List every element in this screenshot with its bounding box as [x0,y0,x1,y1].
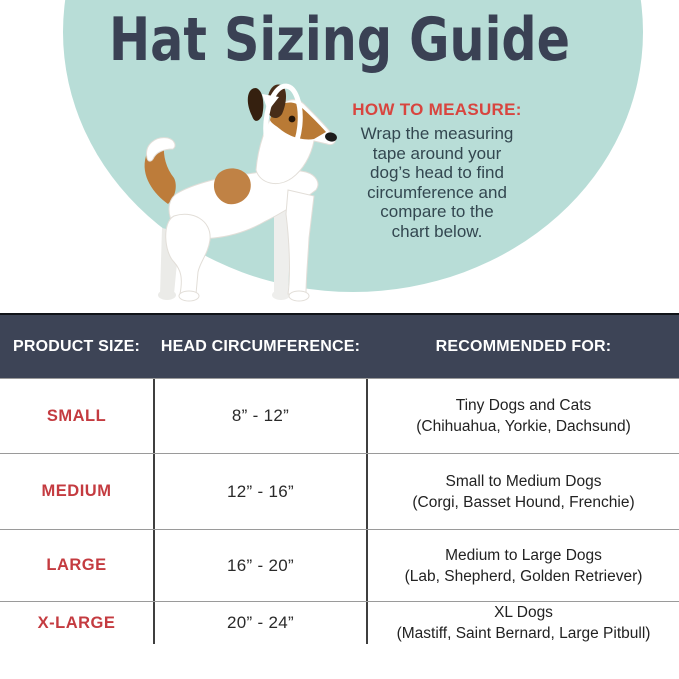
size-label: SMALL [46,406,107,425]
how-to-measure-text: circumference and [367,182,507,202]
dog-illustration [128,78,348,308]
recommended-line: (Corgi, Basset Hound, Frenchie) [412,493,635,511]
table-row-medium [0,453,679,529]
how-to-measure-text: dog’s head to find [370,163,504,182]
how-to-measure-text: tape around your [372,143,502,163]
dog-tail [145,138,176,204]
dog-body [166,168,318,301]
size-label: MEDIUM [41,482,112,500]
size-label: X-LARGE [37,613,116,632]
table-row-small [0,378,679,453]
recommended-line: Medium to Large Dogs [445,546,602,564]
circumference-value: 16” - 20” [227,555,294,575]
circumference-value: 20” - 24” [227,613,294,632]
how-to-measure-text: chart below. [391,221,483,241]
sizing-table [0,313,679,679]
recommended-line: Tiny Dogs and Cats [455,397,592,414]
recommended-line: (Lab, Shepherd, Golden Retriever) [404,567,643,585]
page-title: Hat Sizing Guide [108,5,571,75]
recommended-line: (Chihuahua, Yorkie, Dachsund) [416,418,631,435]
how-to-measure-heading: HOW TO MEASURE: [352,100,522,119]
header-recommended-for: RECOMMENDED FOR: [435,337,612,355]
dog-head [248,85,338,184]
table-row-xlarge [0,601,679,644]
circumference-value: 8” - 12” [231,406,290,425]
header-head-circumference: HEAD CIRCUMFERENCE: [160,337,361,355]
size-label: LARGE [46,556,107,574]
circumference-value: 12” - 16” [227,481,294,501]
recommended-line: Small to Medium Dogs [445,472,602,490]
table-row-large [0,529,679,601]
header-product-size: PRODUCT SIZE: [12,337,141,355]
recommended-line: XL Dogs [494,604,553,621]
how-to-measure-text: compare to the [380,202,494,221]
recommended-line: (Mastiff, Saint Bernard, Large Pitbull) [396,625,651,642]
table-header-row [0,313,679,378]
how-to-measure-text: Wrap the measuring [360,124,514,143]
how-to-measure-block [348,100,526,241]
hero-section [0,0,679,313]
